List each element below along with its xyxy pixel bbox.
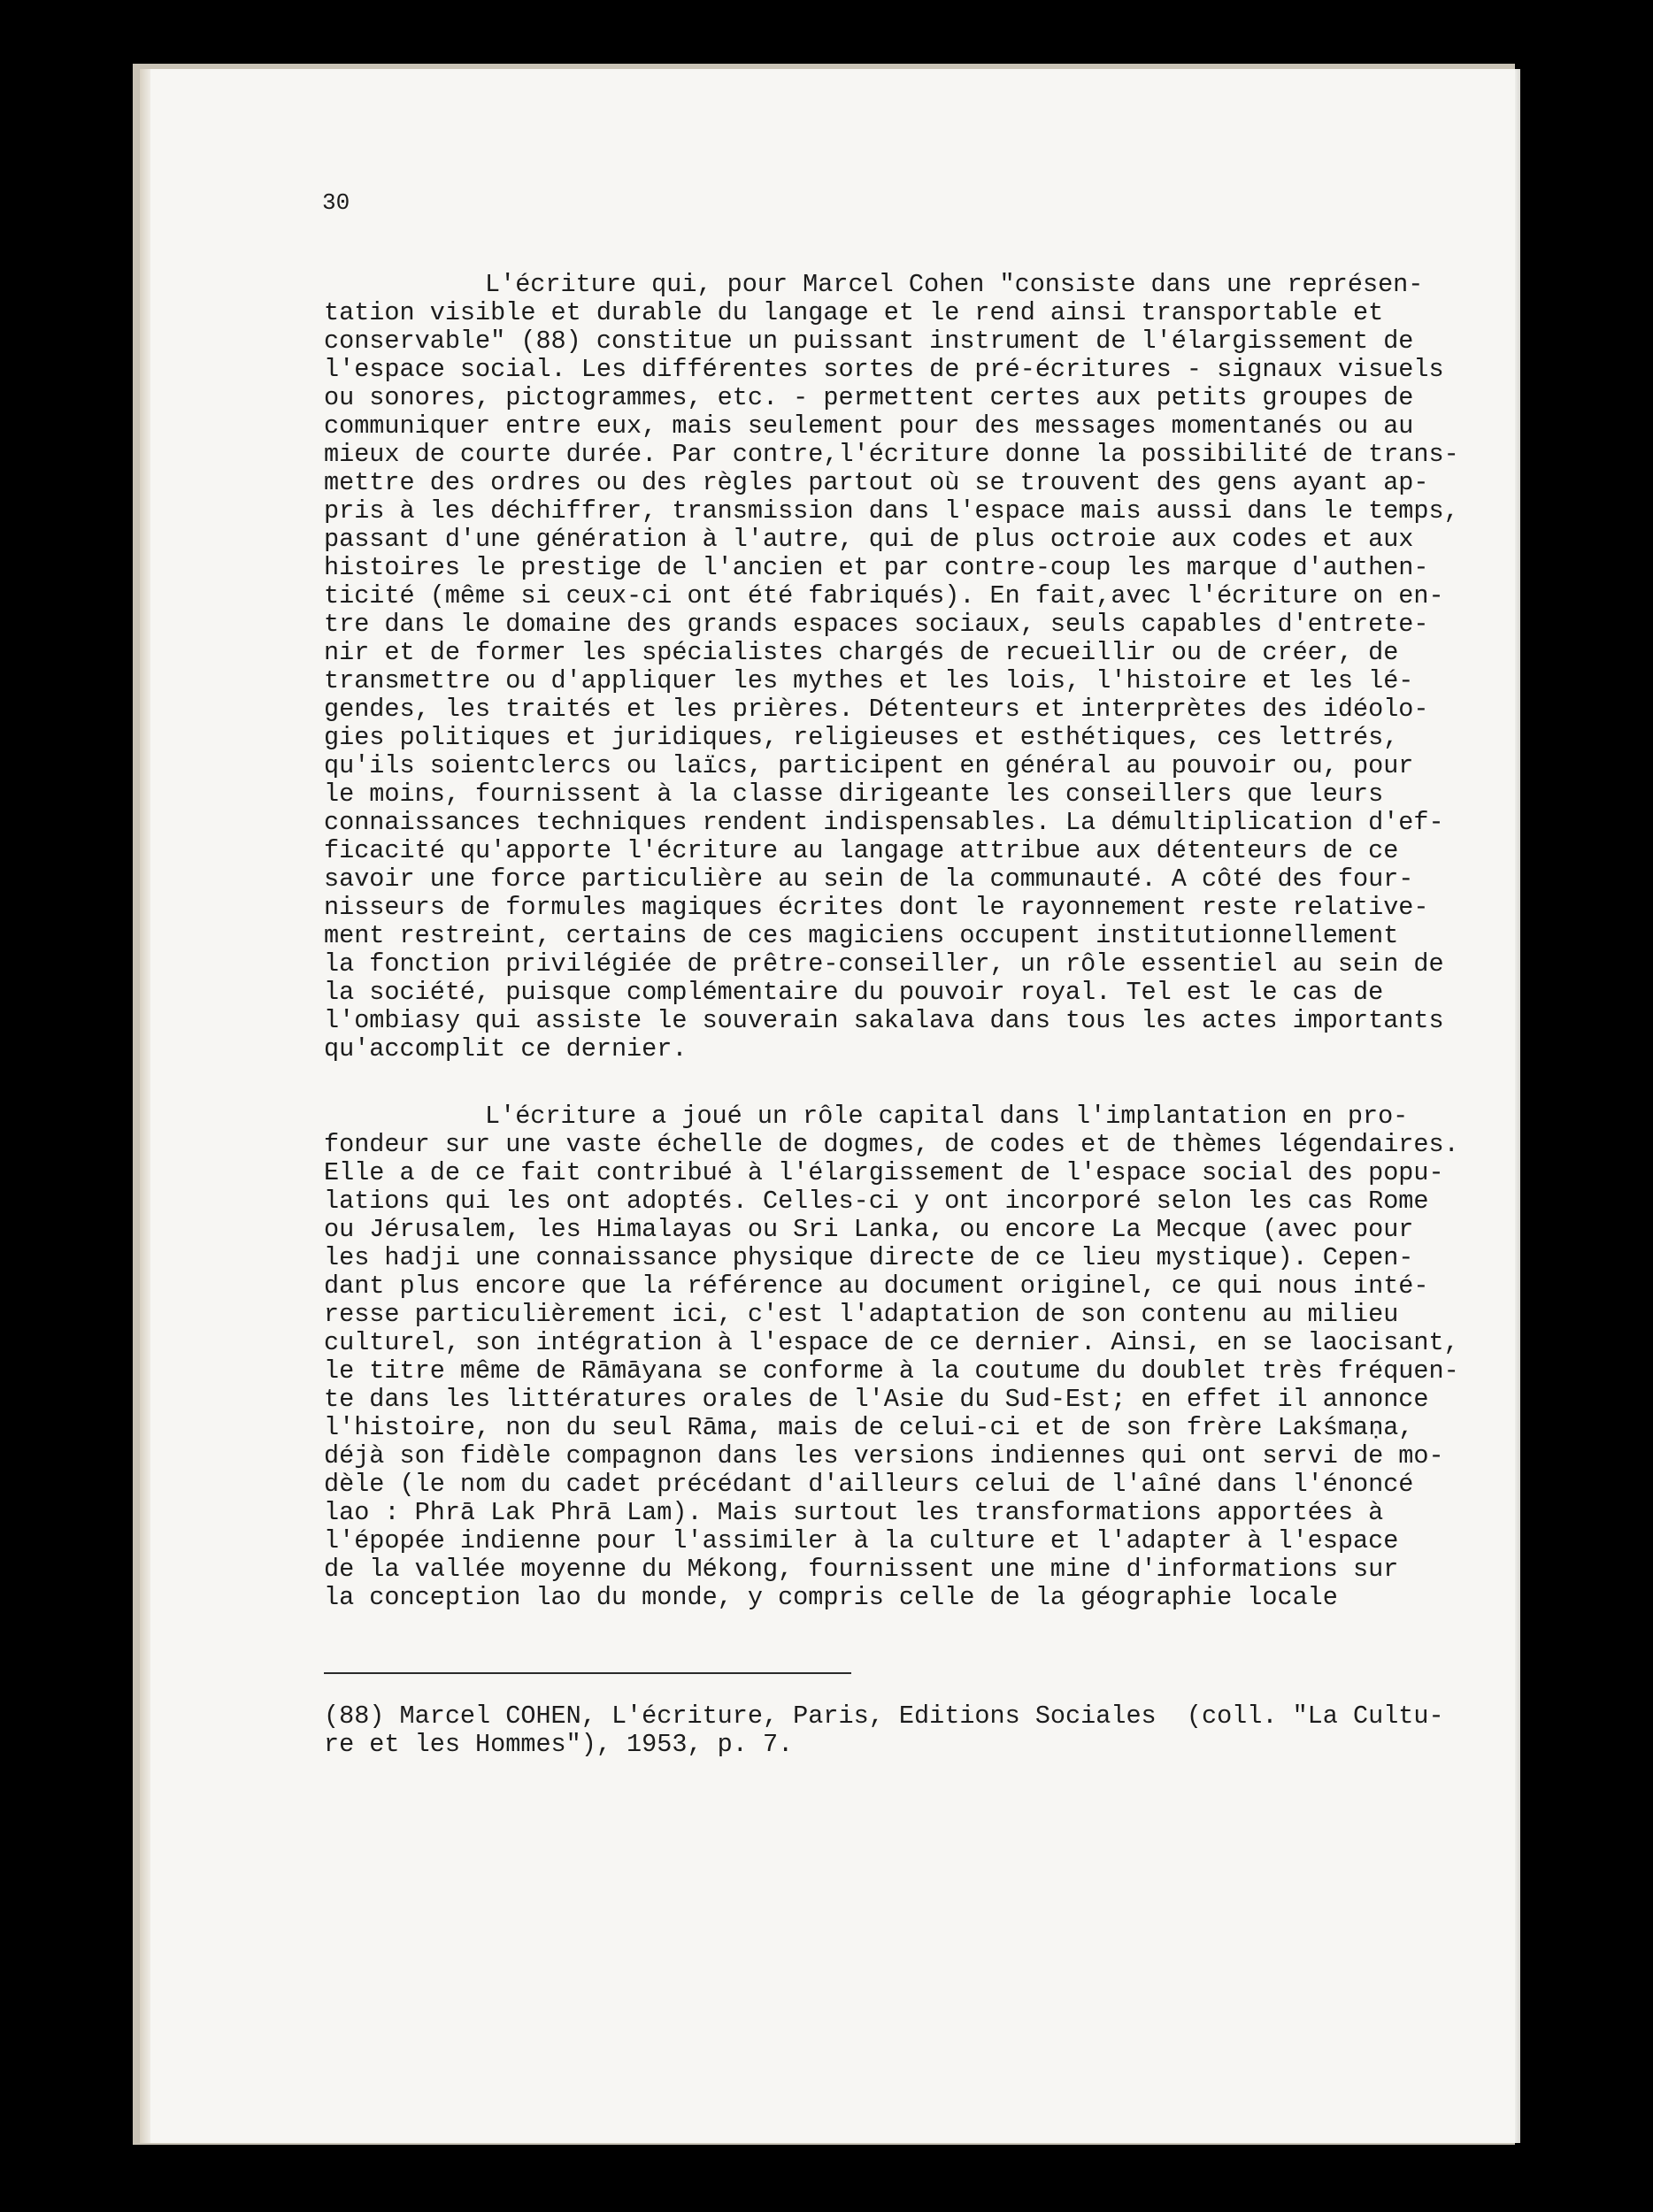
text-line: la conception lao du monde, y compris celle de la géographie locale	[324, 1583, 1338, 1612]
text-line: culturel, son intégration à l'espace de ce dernier. Ainsi, en se laocisant,	[324, 1328, 1459, 1357]
text-line: la société, puisque complémentaire du pouvoir royal. Tel est le cas de	[324, 978, 1384, 1007]
text-line: lao : Phrā Lak Phrā Lam). Mais surtout les transformations apportées à	[324, 1498, 1384, 1527]
text-line: déjà son fidèle compagnon dans les versions indiennes qui ont servi de mo-	[324, 1441, 1444, 1471]
text-line: connaissances techniques rendent indispensables. La démultiplication d'ef-	[324, 808, 1444, 837]
text-line: dant plus encore que la référence au document originel, ce qui nous inté-	[324, 1271, 1429, 1301]
page-number: 30	[322, 189, 350, 216]
text-line: resse particulièrement ici, c'est l'adaptation de son contenu au milieu	[324, 1300, 1399, 1329]
text-line: ment restreint, certains de ces magiciens occupent institutionnellement	[324, 921, 1399, 950]
text-line: nir et de former les spécialistes chargés de recueillir ou de créer, de	[324, 638, 1399, 667]
text-line: ou Jérusalem, les Himalayas ou Sri Lanka, ou encore La Mecque (avec pour	[324, 1215, 1414, 1244]
text-line: la fonction privilégiée de prêtre-conseiller, un rôle essentiel au sein de	[324, 949, 1444, 979]
text-line: le moins, fournissent à la classe dirigeante les conseillers que leurs	[324, 780, 1384, 809]
text-line: les hadji une connaissance physique directe de ce lieu mystique). Cepen-	[324, 1243, 1414, 1272]
text-line: nisseurs de formules magiques écrites dont le rayonnement reste relative-	[324, 893, 1429, 922]
page-binding-edge	[140, 69, 150, 2143]
text-line: mettre des ordres ou des règles partout où se trouvent des gens ayant ap-	[324, 468, 1429, 497]
text-line: pris à les déchiffrer, transmission dans l'espace mais aussi dans le temps,	[324, 496, 1459, 526]
text-line: communiquer entre eux, mais seulement pour des messages momentanés ou au	[324, 411, 1414, 441]
footnote-separator	[324, 1672, 851, 1674]
text-line: mieux de courte durée. Par contre,l'écriture donne la possibilité de trans-	[324, 440, 1459, 469]
text-line: gendes, les traités et les prières. Détenteurs et interprètes des idéolo-	[324, 695, 1429, 724]
text-line: qu'accomplit ce dernier.	[324, 1034, 688, 1064]
text-line: de la vallée moyenne du Mékong, fournissent une mine d'informations sur	[324, 1555, 1399, 1584]
text-line: histoires le prestige de l'ancien et par contre-coup les marque d'authen-	[324, 553, 1429, 582]
footnote-line: re et les Hommes"), 1953, p. 7.	[324, 1730, 794, 1759]
text-line: fondeur sur une vaste échelle de dogmes, de codes et de thèmes légendaires.	[324, 1130, 1459, 1159]
text-line: l'ombiasy qui assiste le souverain sakalava dans tous les actes importants	[324, 1006, 1444, 1035]
text-line: ticité (même si ceux-ci ont été fabriqués). En fait,avec l'écriture on en-	[324, 581, 1444, 611]
text-line: L'écriture qui, pour Marcel Cohen "consiste dans une représen-	[485, 270, 1424, 299]
text-line: dèle (le nom du cadet précédant d'ailleurs celui de l'aîné dans l'énoncé	[324, 1470, 1414, 1499]
text-line: lations qui les ont adoptés. Celles-ci y ont incorporé selon les cas Rome	[324, 1187, 1429, 1216]
text-line: conservable" (88) constitue un puissant instrument de l'élargissement de	[324, 326, 1414, 356]
text-line: tre dans le domaine des grands espaces sociaux, seuls capables d'entrete-	[324, 610, 1429, 639]
text-line: passant d'une génération à l'autre, qui de plus octroie aux codes et aux	[324, 525, 1414, 554]
text-line: l'espace social. Les différentes sortes de pré-écritures - signaux visuels	[324, 355, 1444, 384]
text-line: transmettre ou d'appliquer les mythes et les lois, l'histoire et les lé-	[324, 666, 1414, 695]
text-line: ficacité qu'apporte l'écriture au langage attribue aux détenteurs de ce	[324, 836, 1399, 865]
text-line: L'écriture a joué un rôle capital dans l'implantation en pro-	[485, 1102, 1409, 1131]
text-line: qu'ils soientclercs ou laïcs, participent en général au pouvoir ou, pour	[324, 751, 1414, 780]
text-line: l'histoire, non du seul Rāma, mais de celui-ci et de son frère Lakśmaṇa,	[324, 1413, 1414, 1442]
text-line: gies politiques et juridiques, religieuses et esthétiques, ces lettrés,	[324, 723, 1399, 752]
footnote-line: (88) Marcel COHEN, L'écriture, Paris, Editions Sociales (coll. "La Cultu-	[324, 1701, 1444, 1731]
text-line: tation visible et durable du langage et le rend ainsi transportable et	[324, 298, 1384, 327]
text-line: Elle a de ce fait contribué à l'élargissement de l'espace social des popu-	[324, 1158, 1444, 1187]
text-line: le titre même de Rāmāyana se conforme à la coutume du doublet très fréquen-	[324, 1356, 1459, 1386]
text-line: savoir une force particulière au sein de la communauté. A côté des four-	[324, 864, 1414, 894]
text-line: ou sonores, pictogrammes, etc. - permettent certes aux petits groupes de	[324, 383, 1414, 412]
text-line: te dans les littératures orales de l'Asie du Sud-Est; en effet il annonce	[324, 1385, 1429, 1414]
text-line: l'épopée indienne pour l'assimiler à la culture et l'adapter à l'espace	[324, 1526, 1399, 1555]
